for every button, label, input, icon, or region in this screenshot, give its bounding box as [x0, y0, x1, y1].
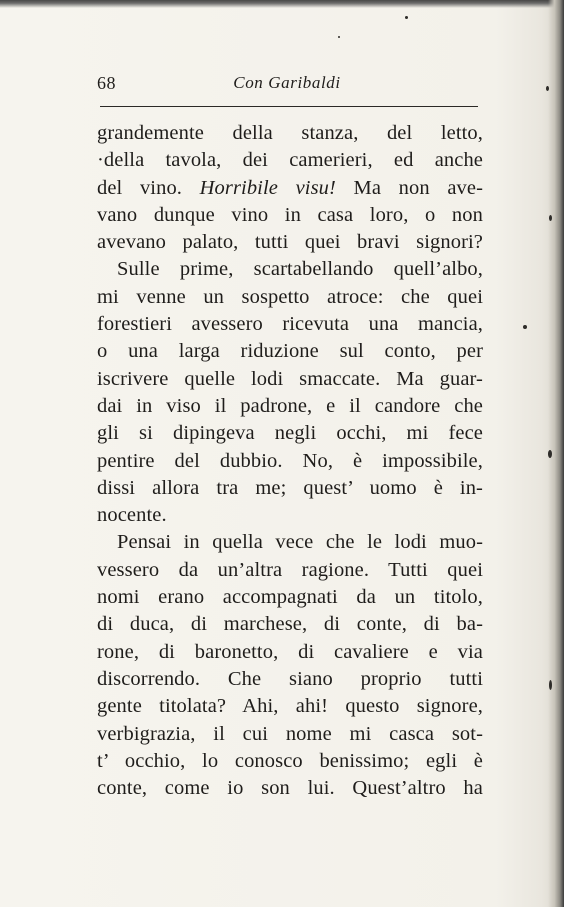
- header-rule: [100, 106, 478, 107]
- page-number: 68: [97, 73, 116, 93]
- text-line: vessero da un’altra ragione. Tutti quei: [97, 558, 483, 581]
- text-line: dai in viso il padrone, e il candore che: [97, 394, 483, 417]
- text-line: nomi erano accompagnati da un titolo,: [97, 586, 483, 609]
- text-line: vano dunque vino in casa loro, o non: [97, 203, 483, 226]
- text-line: rone, di baronetto, di cavaliere e via: [97, 640, 483, 663]
- ink-speck: [523, 325, 527, 329]
- body-text: [97, 120, 483, 802]
- text-line: grandemente della stanza, del letto,: [97, 122, 483, 144]
- ink-speck: [549, 680, 552, 690]
- text-line: avevano palato, tutti quei bravi signori?: [97, 231, 483, 254]
- ink-speck: [549, 215, 552, 221]
- text-line: iscrivere quelle lodi smaccate. Ma guar-: [97, 367, 483, 390]
- latin-phrase: Horribile visu!: [199, 176, 336, 199]
- text-line: conte, come io son lui. Quest’altro ha: [97, 777, 483, 800]
- text-line: dissi allora tra me; quest’ uomo è in-: [97, 476, 483, 499]
- text-line: pentire del dubbio. No, è impossibile,: [97, 449, 483, 472]
- text-line: mi venne un sospetto atroce: che quei: [97, 285, 483, 308]
- text-line: verbigrazia, il cui nome mi casca sot-: [97, 722, 483, 745]
- text-line: nocente.: [97, 504, 167, 527]
- text-line: di duca, di marchese, di conte, di ba-: [97, 613, 483, 636]
- running-head: Con Garibaldi: [233, 73, 341, 92]
- page-header: [97, 73, 477, 97]
- ink-speck: [405, 16, 408, 19]
- ink-speck: [338, 36, 340, 38]
- text-line: discorrendo. Che siano proprio tutti: [97, 667, 483, 690]
- paragraph-start-line: Pensai in quella vece che le lodi muo-: [117, 531, 483, 554]
- text-line: o una larga riduzione sul conto, per: [97, 340, 483, 363]
- text-line: ·della tavola, dei camerieri, ed anche: [97, 149, 483, 172]
- text-line: gli si dipingeva negli occhi, mi fece: [97, 422, 483, 445]
- text-line: forestieri avessero ricevuta una mancia,: [97, 313, 483, 336]
- ink-speck: [546, 86, 549, 91]
- text-line: t’ occhio, lo conosco benissimo; egli è: [97, 749, 483, 772]
- text-line: del vino. Horribile visu! Ma non ave-: [97, 176, 483, 199]
- scan-top-edge: [0, 0, 564, 8]
- text-line: gente titolata? Ahi, ahi! questo signore,: [97, 695, 483, 718]
- paragraph-start-line: Sulle prime, scartabellando quell’albo,: [117, 258, 483, 281]
- ink-speck: [548, 450, 552, 458]
